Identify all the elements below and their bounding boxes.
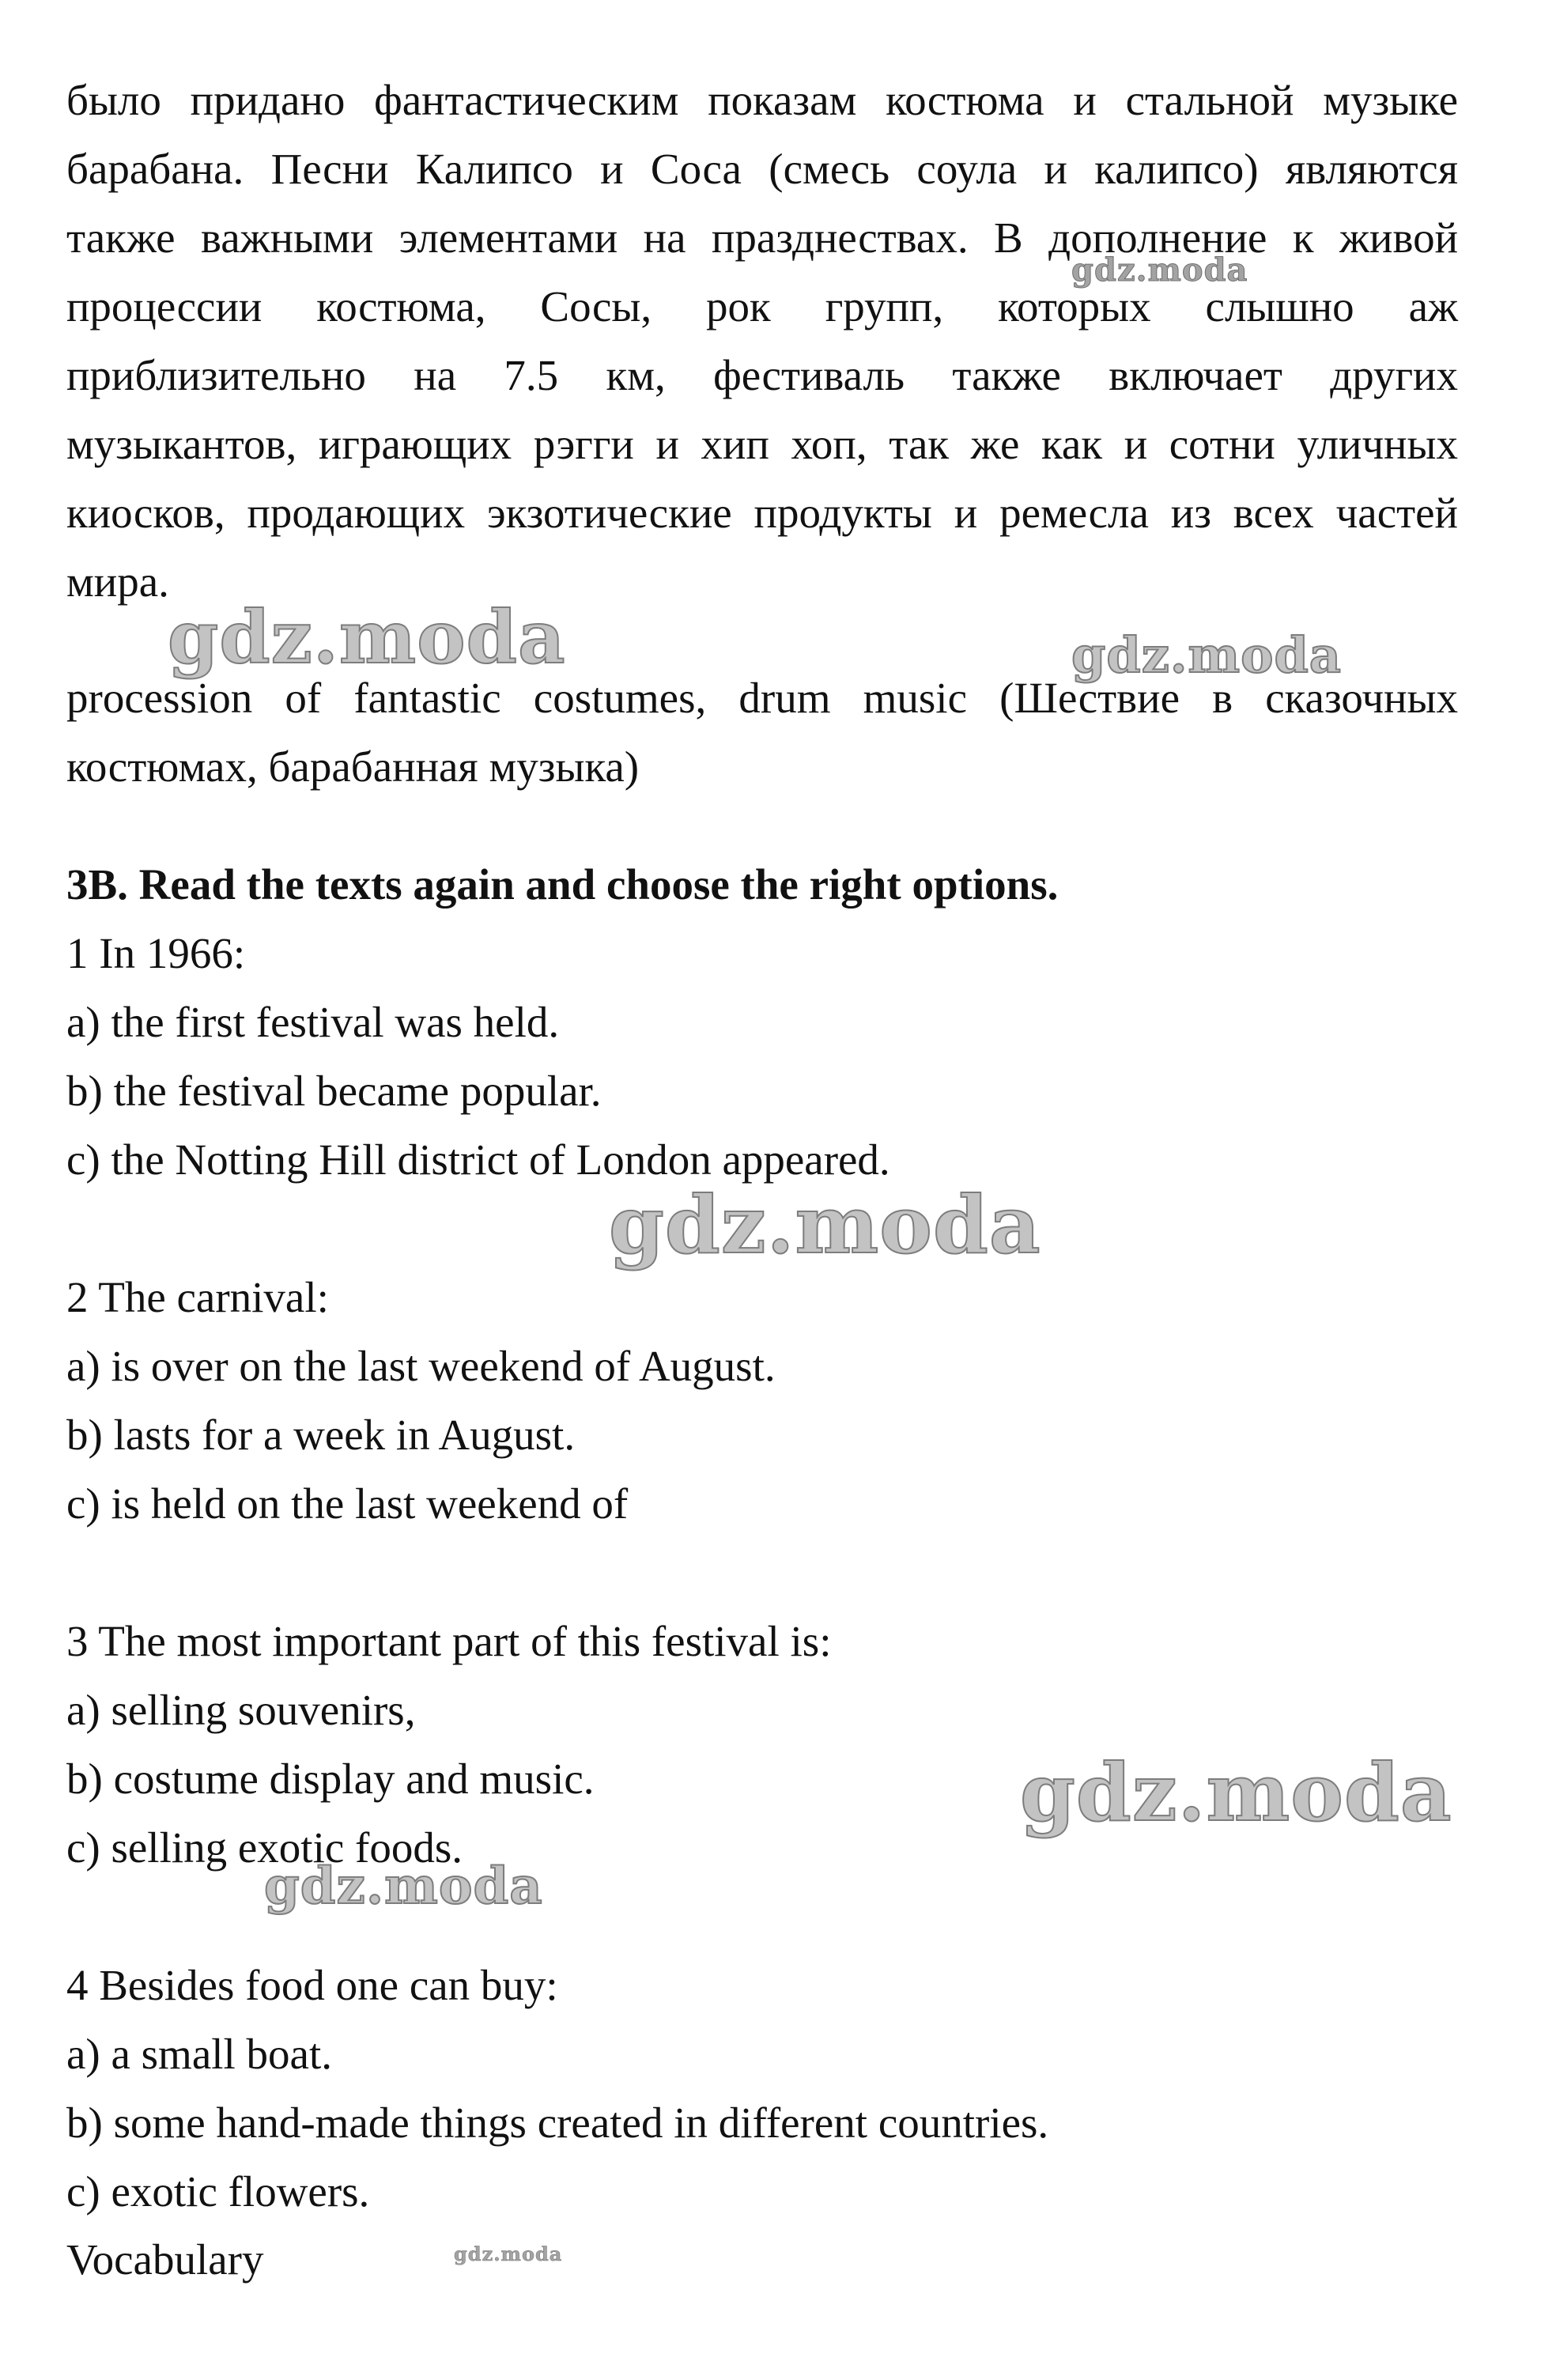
- paragraph-ru-line-5: приблизительно на 7.5 км, фестиваль также включает других: [66, 351, 1458, 399]
- question-2-option-b: b) lasts for a week in August.: [66, 1411, 576, 1459]
- paragraph-ru-line-3: также важными элементами на празднествах. В дополнение к живой: [66, 213, 1458, 262]
- question-3-option-a: a) selling souvenirs,: [66, 1686, 416, 1734]
- vocabulary-label: Vocabulary: [66, 2235, 264, 2284]
- question-2: 2 The carnival:: [66, 1273, 329, 1321]
- watermark: gdz.moda: [1020, 1746, 1452, 1839]
- question-4-option-c: c) exotic flowers.: [66, 2167, 370, 2216]
- question-3: 3 The most important part of this festival is:: [66, 1617, 832, 1665]
- question-1-option-a: a) the first festival was held.: [66, 998, 560, 1046]
- watermark: gdz.moda: [1071, 251, 1248, 289]
- question-3-option-c: c) selling exotic foods.: [66, 1823, 463, 1872]
- watermark: gdz.moda: [454, 2242, 563, 2265]
- question-2-option-a: a) is over on the last weekend of August.: [66, 1342, 776, 1390]
- watermark: gdz.moda: [609, 1178, 1041, 1271]
- question-2-option-c: c) is held on the last weekend of: [66, 1479, 629, 1528]
- answer-3a-line-1: procession of fantastic costumes, drum music (Шествие в сказочных: [66, 674, 1458, 722]
- answer-3a-line-2: костюмах, барабанная музыка): [66, 742, 640, 791]
- paragraph-ru-line-8: мира.: [66, 557, 169, 606]
- question-1-option-c: c) the Notting Hill district of London appeared.: [66, 1135, 890, 1184]
- paragraph-ru-line-4: процессии костюма, Сосы, рок групп, которых слышно аж: [66, 282, 1458, 331]
- question-1-option-b: b) the festival became popular.: [66, 1067, 602, 1115]
- question-4: 4 Besides food one can buy:: [66, 1961, 558, 2009]
- paragraph-ru-line-6: музыкантов, играющих рэгги и хип хоп, так же как и сотни уличных: [66, 420, 1458, 468]
- question-3-option-b: b) costume display and music.: [66, 1755, 595, 1803]
- paragraph-ru-line-7: киосков, продающих экзотические продукты и ремесла из всех частей: [66, 489, 1458, 537]
- watermark: gdz.moda: [264, 1857, 543, 1916]
- paragraph-ru-line-2: барабана. Песни Калипсо и Соса (смесь соула и калипсо) являются: [66, 145, 1458, 193]
- task-3b-heading: 3B. Read the texts again and choose the right options.: [66, 860, 1059, 909]
- watermark: gdz.moda: [168, 595, 566, 680]
- paragraph-ru-line-1: было придано фантастическим показам костюма и стальной музыке: [66, 76, 1458, 124]
- question-1: 1 In 1966:: [66, 929, 246, 977]
- question-4-option-a: a) a small boat.: [66, 2030, 332, 2078]
- question-4-option-b: b) some hand-made things created in different countries.: [66, 2099, 1049, 2147]
- watermark: gdz.moda: [1071, 626, 1342, 684]
